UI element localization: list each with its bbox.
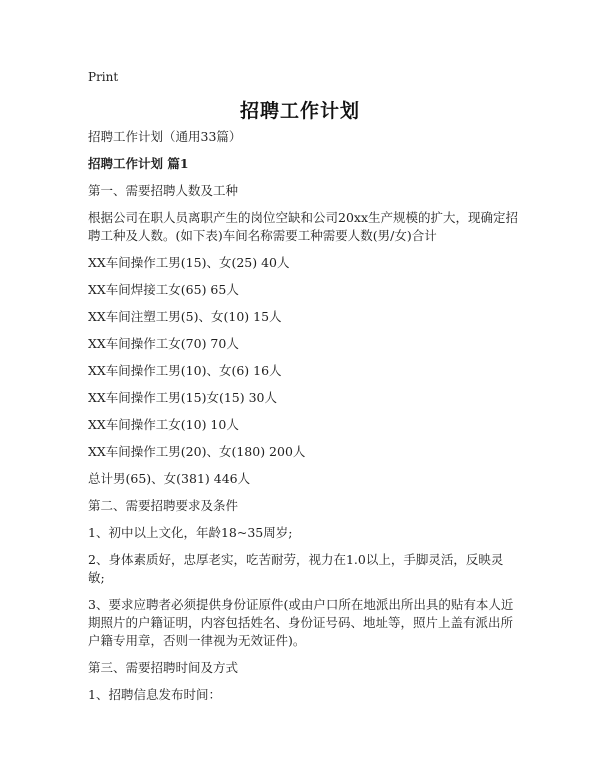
paragraph: 根据公司在职人员离职产生的岗位空缺和公司20xx生产规模的扩大，现确定招聘工种及人数。(如下表)车间名称需要工种需要人数(男/女)合计 <box>88 210 519 243</box>
section-heading: 招聘工作计划 篇1 <box>88 156 189 171</box>
paragraph: 总计男(65)、女(381) 446人 <box>88 471 251 486</box>
paragraph: 第二、需要招聘要求及条件 <box>88 498 239 513</box>
paragraph: XX车间操作工男(15)、女(25) 40人 <box>88 255 290 270</box>
print-label: Print <box>88 70 119 84</box>
paragraph: 第三、需要招聘时间及方式 <box>88 660 239 675</box>
document-body <box>88 128 518 704</box>
paragraph: 第一、需要招聘人数及工种 <box>88 183 239 198</box>
paragraph: 2、身体素质好，忠厚老实，吃苦耐劳，视力在1.0以上，手脚灵活，反映灵敏; <box>88 552 504 585</box>
paragraph: 1、初中以上文化，年龄18~35周岁; <box>88 525 293 540</box>
paragraph: XX车间焊接工女(65) 65人 <box>88 282 239 297</box>
paragraph: 3、要求应聘者必须提供身份证原件(或由户口所在地派出所出具的贴有本人近期照片的户籍证明，内容包括姓名、身份证号码、地址等，照片上盖有派出所户籍专用章，否则一律视为无效证件)。 <box>88 597 514 648</box>
paragraph: XX车间操作工男(20)、女(180) 200人 <box>88 444 306 459</box>
paragraph: XX车间操作工男(10)、女(6) 16人 <box>88 363 282 378</box>
paragraph: 1、招聘信息发布时间： <box>88 687 221 702</box>
paragraph: XX车间操作工男(15)女(15) 30人 <box>88 390 277 405</box>
document-title: 招聘工作计划 <box>239 100 360 122</box>
paragraph: 招聘工作计划（通用33篇） <box>88 129 242 144</box>
paragraph: XX车间注塑工男(5)、女(10) 15人 <box>88 309 282 324</box>
paragraph: XX车间操作工女(70) 70人 <box>88 336 239 351</box>
paragraph: XX车间操作工女(10) 10人 <box>88 417 239 432</box>
